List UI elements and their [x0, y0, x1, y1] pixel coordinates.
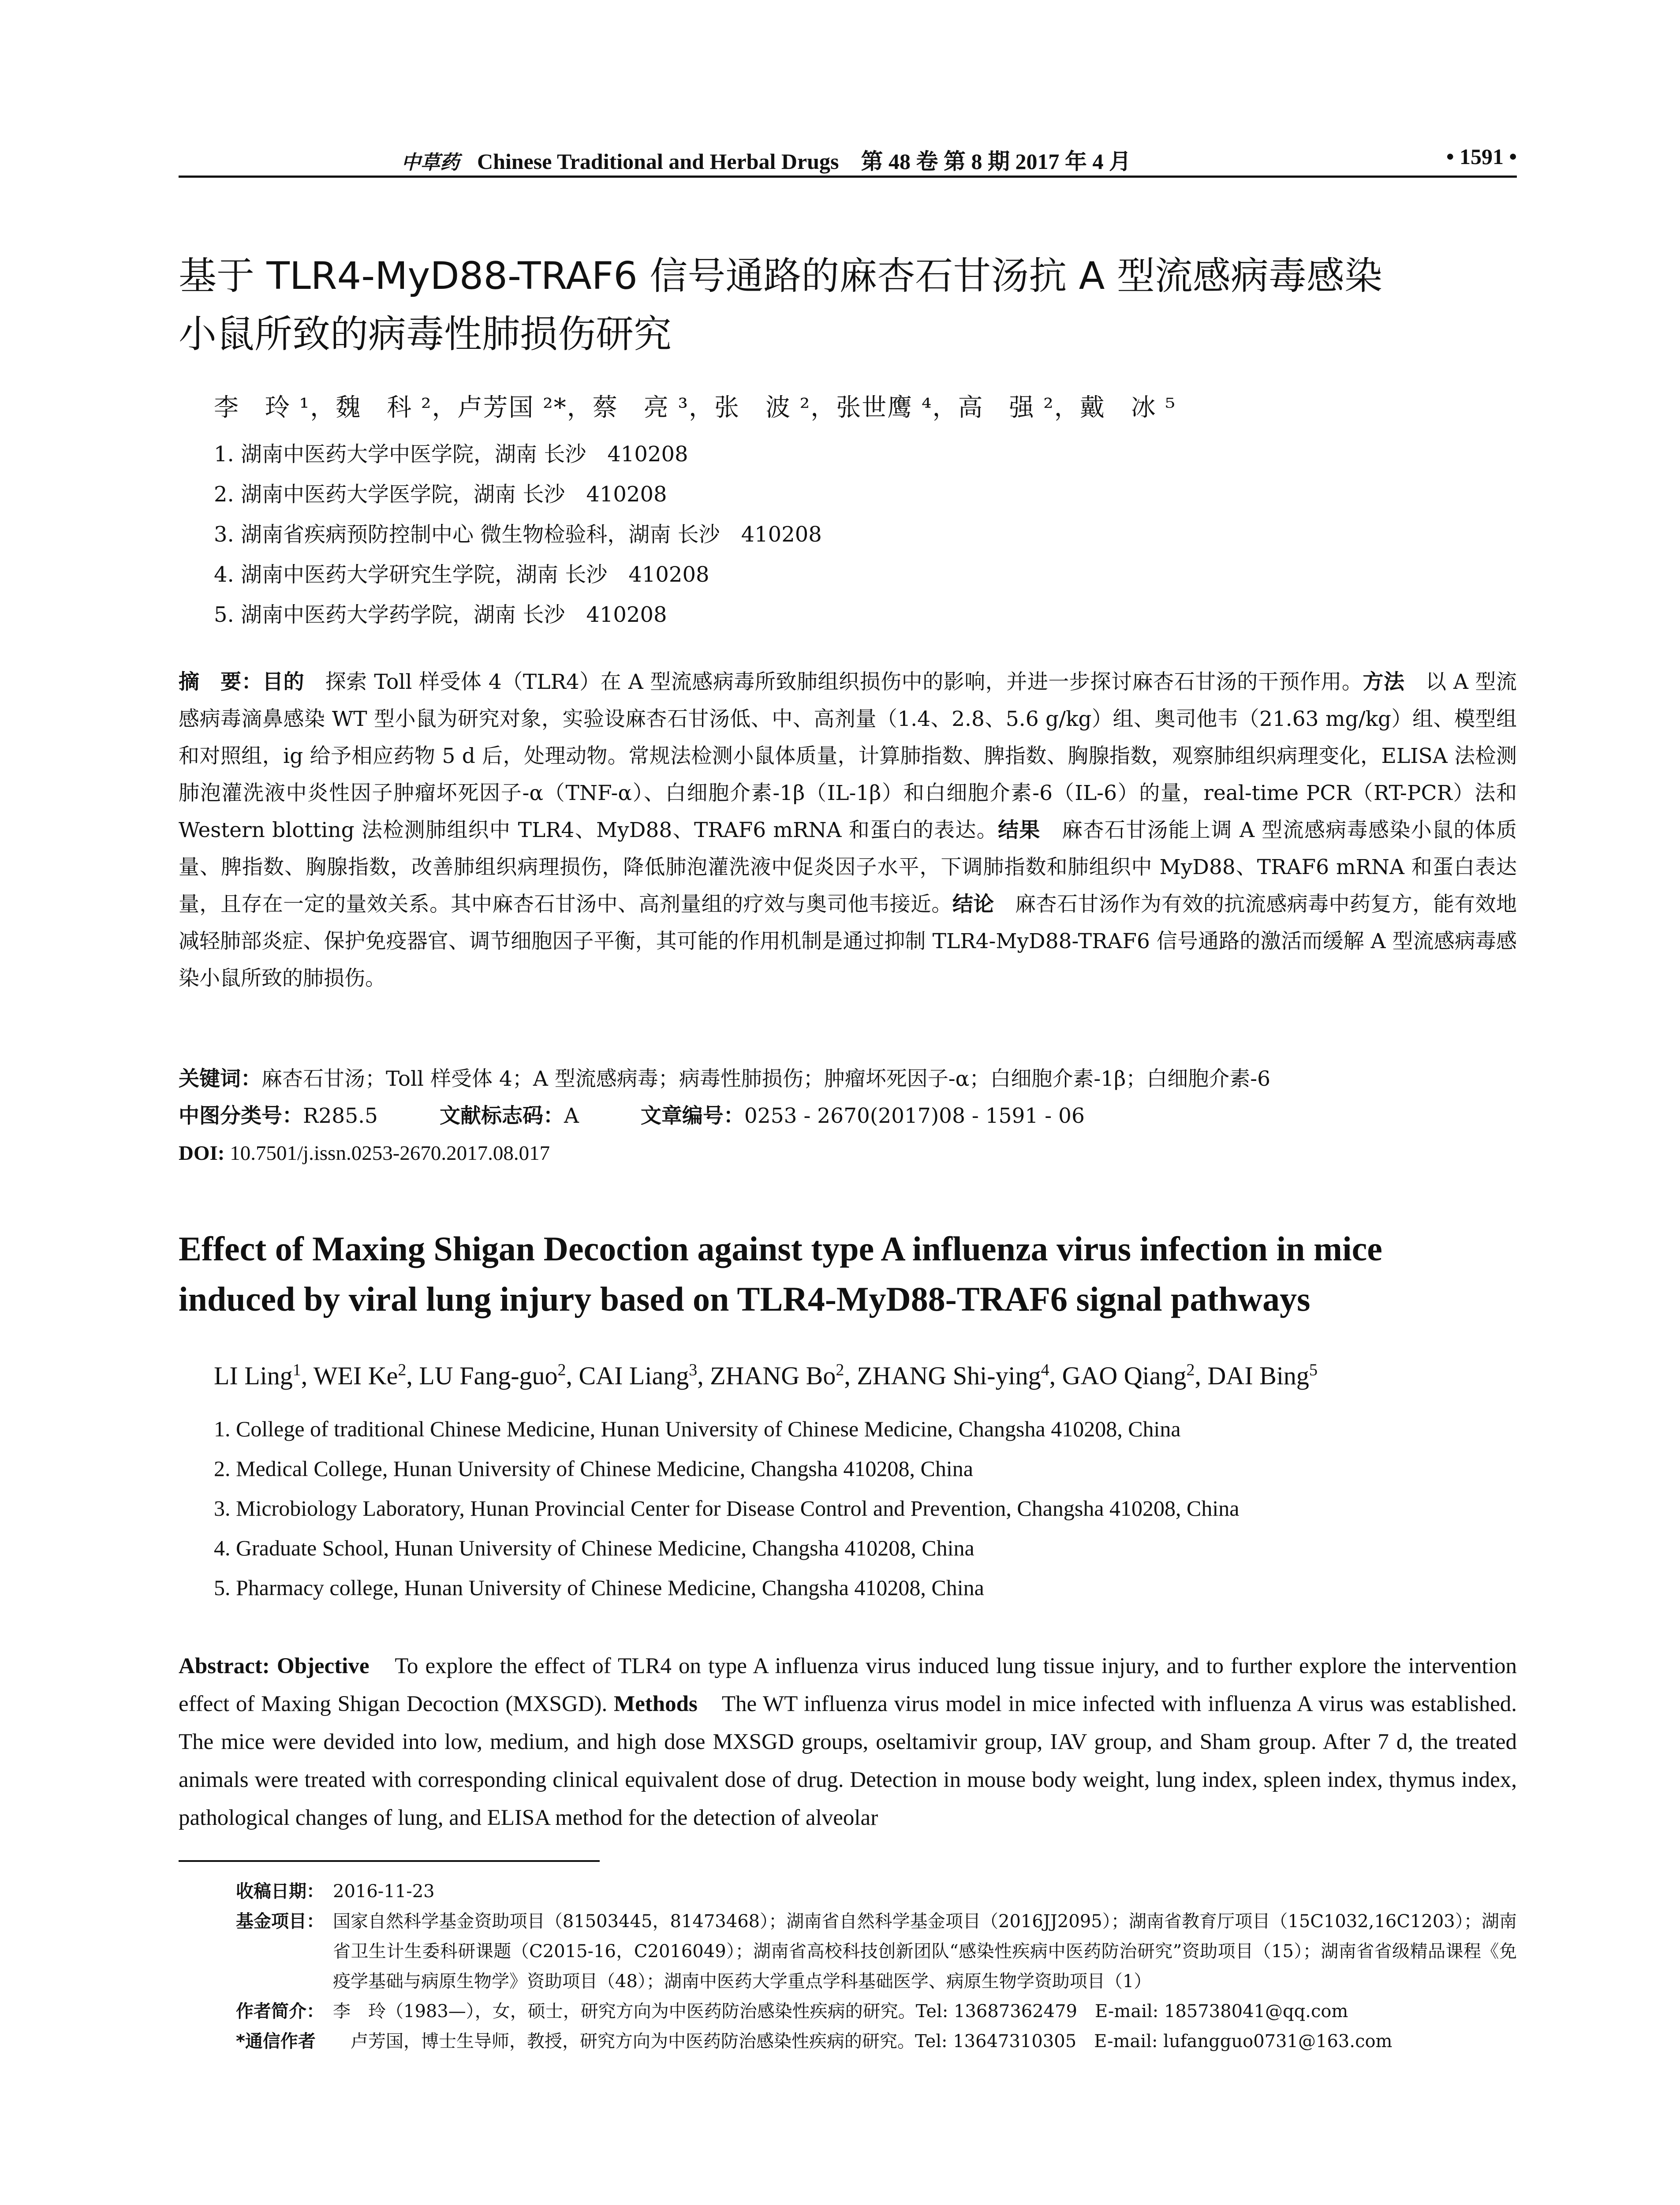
english-author: CAI Liang$^3$,	[579, 1361, 710, 1390]
english-methods-text: The WT influenza virus model in mice infected with influenza A virus was established. The mice were devided into low, medium, and high dose MXSGD groups, oseltamivir group, IAV group, and Sham group. After 7 d, the treated animals were treated with corresponding clinical equivalent dose of drug. Detection in mouse body weight, lung index, spleen index, thymus index, pathological changes of lung, and ELISA method for the detection of alveolar	[179, 1692, 1517, 1830]
english-author: WEI Ke$^2$,	[313, 1361, 419, 1390]
corresponding-text: 卢芳国，博士生导师，教授，研究方向为中医药防治感染性疾病的研究。Tel: 13647310305 E-mail: lufangguo0731@163.com	[333, 2031, 1393, 2052]
english-author: LU Fang-guo$^2$,	[419, 1361, 579, 1390]
chinese-affiliation-1: 1. 湖南中医药大学中医学院，湖南 长沙 410208	[214, 442, 688, 467]
chinese-affiliation-5: 5. 湖南中医药大学药学院，湖南 长沙 410208	[214, 602, 667, 627]
funding-label: 基金项目：	[236, 1911, 324, 1932]
article-number-label: 文章编号：	[640, 1104, 744, 1128]
english-affiliation-5: 5. Pharmacy college, Hunan University of Chinese Medicine, Changsha 410208, China	[214, 1575, 984, 1600]
methods-label: 方法	[1363, 670, 1405, 694]
doc-code-value: A	[564, 1104, 579, 1128]
received-date	[236, 1876, 1517, 1906]
english-author: ZHANG Shi-ying$^4$,	[857, 1361, 1062, 1390]
doi-link[interactable]: 10.7501/j.issn.0253-2670.2017.08.017	[224, 1142, 550, 1165]
doi-line	[179, 1135, 1517, 1172]
methods-text: 以 A 型流感病毒滴鼻感染 WT 型小鼠为研究对象，实验设麻杏石甘汤低、中、高剂量（1.4、2.8、5.6 g/kg）组、奥司他韦（21.63 mg/kg）组、模型组和对照组，ig 给予相应药物 5 d 后，处理动物。常规法检测小鼠体质量，计算肺指数、脾指数、胸腺指数，观察肺组织病理变化，ELISA 法检测肺泡灌洗液中炎性因子肿瘤坏死因子-α（TNF-α）、白细胞介素-1β（IL-1β）和白细胞介素-6（IL-6）的量，real-time PCR（RT-PCR）法和 Western blotting 法检测肺组织中 TLR4、MyD88、TRAF6 mRNA 和蛋白的表达。	[179, 670, 1517, 842]
chinese-title	[179, 247, 1517, 363]
doc-code-label: 文献标志码：	[439, 1104, 564, 1128]
objective-text: 探索 Toll 样受体 4（TLR4）在 A 型流感病毒所致肺组织损伤中的影响，并进一步探讨麻杏石甘汤的干预作用。	[304, 670, 1363, 694]
results-label: 结果	[998, 818, 1041, 842]
keywords-line	[179, 1061, 1517, 1098]
english-title-line-2: induced by viral lung injury based on TLR4-MyD88-TRAF6 signal pathways	[179, 1280, 1310, 1318]
chinese-title-line-1: 基于 TLR4-MyD88-TRAF6 信号通路的麻杏石甘汤抗 A 型流感病毒感染	[179, 254, 1382, 298]
page-number: • 1591 •	[1446, 144, 1517, 169]
english-abstract-label: Abstract: Objective	[179, 1654, 370, 1678]
chinese-affiliation-4: 4. 湖南中医药大学研究生学院，湖南 长沙 410208	[214, 562, 709, 587]
english-abstract	[179, 1647, 1517, 1837]
chinese-affiliation-2: 2. 湖南中医药大学医学院，湖南 长沙 410208	[214, 482, 667, 507]
author-bio	[236, 1996, 1517, 2026]
results-text: 麻杏石甘汤能上调 A 型流感病毒感染小鼠的体质量、脾指数、胸腺指数，改善肺组织病理损伤，降低肺泡灌洗液中促炎因子水平，下调肺指数和肺组织中 MyD88、TRAF6 mRNA 和蛋白表达量，且存在一定的量效关系。其中麻杏石甘汤中、高剂量组的疗效与奥司他韦接近。	[179, 818, 1517, 916]
chinese-abstract	[179, 664, 1517, 997]
chinese-title-line-2: 小鼠所致的病毒性肺损伤研究	[179, 312, 672, 356]
running-header	[179, 140, 1517, 176]
received-value: 2016-11-23	[333, 1881, 435, 1902]
funding-text: 国家自然科学基金资助项目（81503445，81473468）；湖南省自然科学基金项目（2016JJ2095）；湖南省教育厅项目（15C1032,16C1203）；湖南省卫生计生委科研课题（C2015-16，C2016049）；湖南省高校科技创新团队“感染性疾病中医药防治研究”资助项目（15）；湖南省省级精品课程《免疫学基础与病原生物学》资助项目（48）；湖南中医药大学重点学科基础医学、病原生物学资助项目（1）	[333, 1911, 1517, 1992]
article-number-value: 0253 - 2670(2017)08 - 1591 - 06	[744, 1104, 1085, 1128]
english-affiliations	[214, 1409, 1239, 1607]
author-bio-label: 作者简介：	[236, 2001, 324, 2022]
english-title	[179, 1224, 1517, 1324]
english-author: ZHANG Bo$^2$,	[710, 1361, 857, 1390]
funding-note	[236, 1906, 1517, 1996]
footnote-rule	[179, 1860, 600, 1862]
footnotes	[236, 1876, 1517, 2056]
objective-label: 目的	[262, 670, 305, 694]
keywords-text: 麻杏石甘汤；Toll 样受体 4；A 型流感病毒；病毒性肺损伤；肿瘤坏死因子-α；白细胞介素-1β；白细胞介素-6	[261, 1067, 1271, 1091]
classification-line	[179, 1098, 1517, 1135]
chinese-affiliation-3: 3. 湖南省疾病预防控制中心 微生物检验科，湖南 长沙 410208	[214, 522, 822, 547]
journal-running-title	[179, 144, 1131, 176]
clc-label: 中图分类号：	[179, 1104, 303, 1128]
english-objective-text: To explore the effect of TLR4 on type A influenza virus induced lung tissue injury, and to further explore the intervention effect of Maxing Shigan Decoction (MXSGD).	[179, 1654, 1517, 1716]
corresponding-label: *通信作者	[236, 2031, 316, 2052]
doi-label: DOI:	[179, 1142, 225, 1165]
chinese-affiliations	[214, 434, 822, 635]
english-affiliation-3: 3. Microbiology Laboratory, Hunan Provincial Center for Disease Control and Prevention, Changsha 410208, China	[214, 1496, 1239, 1521]
abstract-label: 摘 要：	[179, 670, 263, 694]
clc-value: R285.5	[303, 1104, 378, 1128]
conclusion-text: 麻杏石甘汤作为有效的抗流感病毒中药复方，能有效地减轻肺部炎症、保护免疫器官、调节细胞因子平衡，其可能的作用机制是通过抑制 TLR4-MyD88-TRAF6 信号通路的激活而缓解 A 型流感病毒感染小鼠所致的肺损伤。	[179, 892, 1517, 990]
corresponding-author	[236, 2026, 1517, 2056]
author-bio-text: 李 玲（1983—），女，硕士，研究方向为中医药防治感染性疾病的研究。Tel: 13687362479 E-mail: 185738041@qq.com	[333, 2001, 1348, 2022]
english-author: LI Ling$^1$,	[214, 1361, 314, 1390]
english-author-list	[214, 1360, 1318, 1390]
keywords-label: 关键词：	[179, 1067, 261, 1091]
english-methods-label: Methods	[614, 1692, 698, 1716]
article-metadata	[179, 1061, 1517, 1172]
conclusion-label: 结论	[952, 892, 994, 916]
english-affiliation-1: 1. College of traditional Chinese Medicine, Hunan University of Chinese Medicine, Changsha 410208, China	[214, 1416, 1181, 1441]
english-author: GAO Qiang$^2$,	[1062, 1361, 1208, 1390]
english-affiliation-4: 4. Graduate School, Hunan University of Chinese Medicine, Changsha 410208, China	[214, 1536, 974, 1560]
english-author: DAI Bing$^5$	[1207, 1361, 1318, 1390]
journal-logo: 中草药	[401, 151, 459, 174]
header-rule	[179, 176, 1517, 178]
received-label: 收稿日期：	[236, 1881, 324, 1902]
chinese-author-list: 李 玲 ¹，魏 科 ²，卢芳国 ²*，蔡 亮 ³，张 波 ²，张世鹰 ⁴，高 强 ²，戴 冰 ⁵	[214, 393, 1176, 422]
english-title-line-1: Effect of Maxing Shigan Decoction against type A influenza virus infection in mice	[179, 1230, 1382, 1268]
english-affiliation-2: 2. Medical College, Hunan University of Chinese Medicine, Changsha 410208, China	[214, 1456, 973, 1481]
journal-title: Chinese Traditional and Herbal Drugs 第 48 卷 第 8 期 2017 年 4 月	[477, 149, 1131, 174]
